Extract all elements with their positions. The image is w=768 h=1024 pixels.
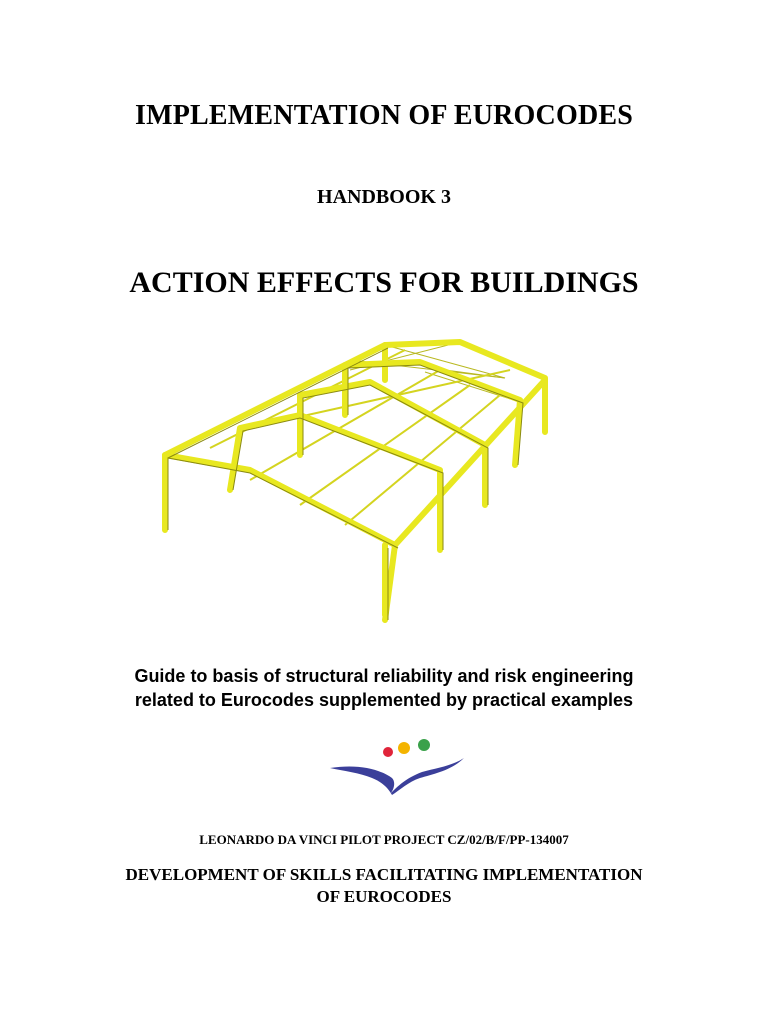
guide-line-1: Guide to basis of structural reliability and risk engineering: [134, 666, 634, 686]
subject-title: ACTION EFFECTS FOR BUILDINGS: [129, 266, 639, 299]
leonardo-da-vinci-programme-logo-icon: [326, 738, 468, 796]
guide-line-2: related to Eurocodes supplemented by practical examples: [134, 690, 634, 710]
development-line-2: OF EUROCODES: [316, 887, 452, 906]
handbook-number: HANDBOOK 3: [317, 186, 451, 208]
development-line-1: DEVELOPMENT OF SKILLS FACILITATING IMPLEMENTATION: [125, 865, 643, 884]
project-identifier: LEONARDO DA VINCI PILOT PROJECT CZ/02/B/F/PP-134007: [199, 832, 569, 847]
red-dot-icon: [383, 747, 393, 757]
main-title: IMPLEMENTATION OF EUROCODES: [134, 100, 634, 131]
steel-frame-illustration-icon: [140, 330, 620, 630]
guide-description: [0, 664, 768, 712]
development-description: [0, 864, 768, 908]
yellow-dot-icon: [398, 742, 410, 754]
green-dot-icon: [418, 739, 430, 751]
bird-shape-icon: [330, 758, 464, 795]
